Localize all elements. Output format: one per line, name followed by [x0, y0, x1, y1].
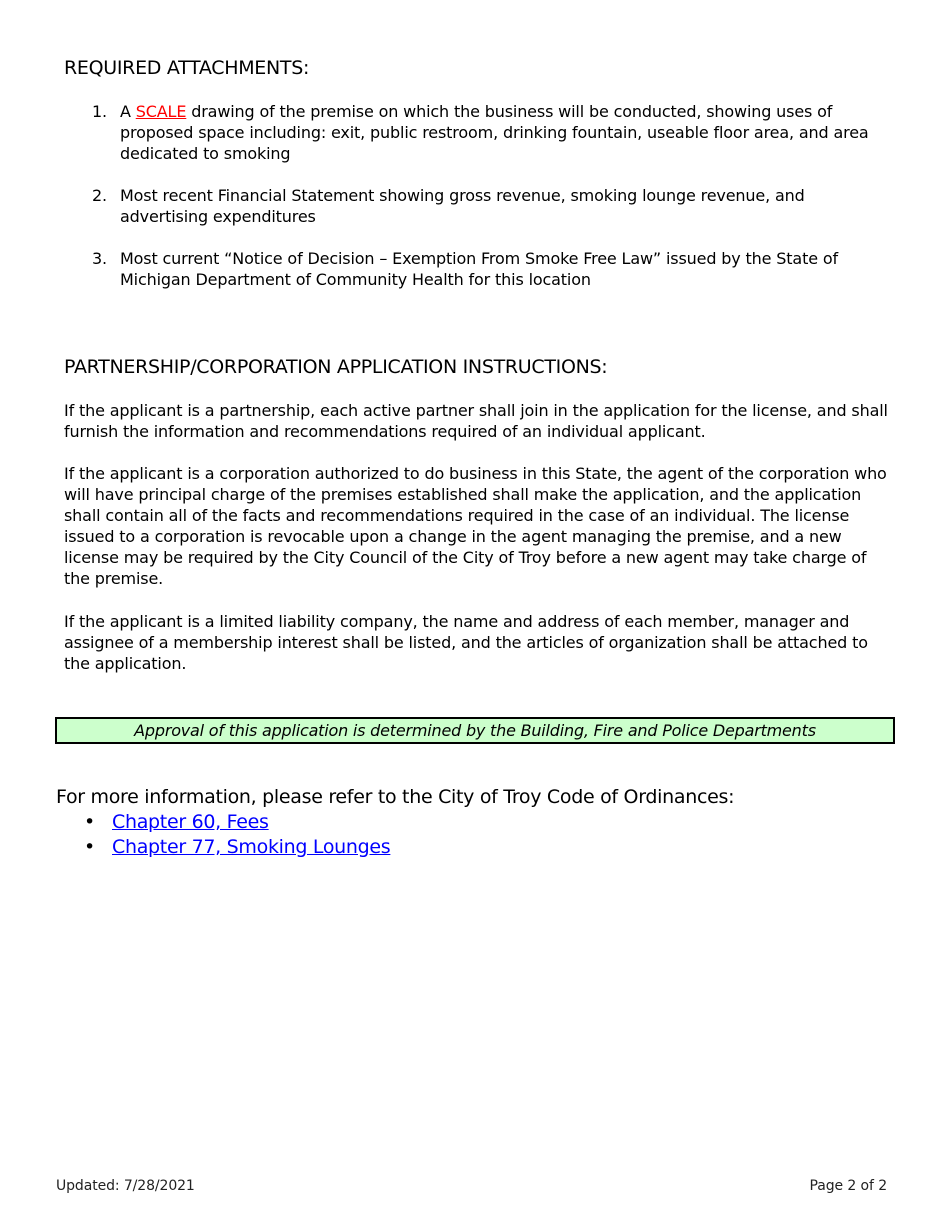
attachment-text-prefix: A	[120, 102, 136, 121]
ordinance-links-list	[56, 810, 390, 860]
ordinance-link-item	[56, 835, 390, 860]
required-attachments-heading: REQUIRED ATTACHMENTS:	[64, 57, 310, 79]
llc-paragraph: If the applicant is a limited liability company, the name and address of each member, manager and assignee of a membership interest shall be listed, and the articles of organization shall be attached to the application.	[64, 612, 868, 673]
partnership-paragraph: If the applicant is a partnership, each active partner shall join in the application for the license, and shall furnish the information and recommendations required of an individual applicant.	[64, 401, 888, 441]
attachment-item-1	[64, 101, 884, 164]
approval-notice-box	[55, 717, 895, 744]
attachment-number: 3.	[92, 249, 107, 268]
more-info-text: For more information, please refer to the City of Troy Code of Ordinances:	[56, 786, 735, 808]
chapter-60-fees-link[interactable]: Chapter 60, Fees	[112, 811, 269, 833]
footer-page-number: Page 2 of 2	[809, 1178, 887, 1194]
bullet-icon: •	[84, 811, 95, 833]
ordinance-link-item	[56, 810, 390, 835]
corporation-paragraph: If the applicant is a corporation authorized to do business in this State, the agent of the corporation who will have principal charge of the premises established shall make the application, and the application shall contain all of the facts and recommendations required in the case of an individual. The license issued to a corporation is revocable upon a change in the agent managing the premise, and a new license may be required by the City Council of the City of Troy before a new agent may take charge of the premise.	[64, 464, 887, 588]
approval-notice-text: Approval of this application is determined by the Building, Fire and Police Departments	[134, 721, 816, 740]
scale-link[interactable]: SCALE	[135, 102, 187, 121]
attachment-number: 1.	[92, 102, 107, 121]
attachment-item-2	[64, 185, 884, 227]
attachments-list	[64, 101, 884, 311]
attachment-text: Most current “Notice of Decision – Exemption From Smoke Free Law” issued by the State of Michigan Department of Community Health for this location	[120, 249, 838, 289]
attachment-text-suffix: drawing of the premise on which the business will be conducted, showing uses of proposed space including: exit, public restroom, drinking fountain, useable floor area, and area dedicated to smoking	[120, 102, 869, 163]
chapter-77-smoking-lounges-link[interactable]: Chapter 77, Smoking Lounges	[112, 836, 391, 858]
attachment-text: Most recent Financial Statement showing gross revenue, smoking lounge revenue, and advertising expenditures	[120, 186, 805, 226]
bullet-icon: •	[84, 836, 95, 858]
attachment-item-3	[64, 248, 884, 290]
footer-updated-date: Updated: 7/28/2021	[56, 1178, 195, 1194]
attachment-number: 2.	[92, 186, 107, 205]
application-instructions-heading: PARTNERSHIP/CORPORATION APPLICATION INSTRUCTIONS:	[64, 356, 608, 378]
